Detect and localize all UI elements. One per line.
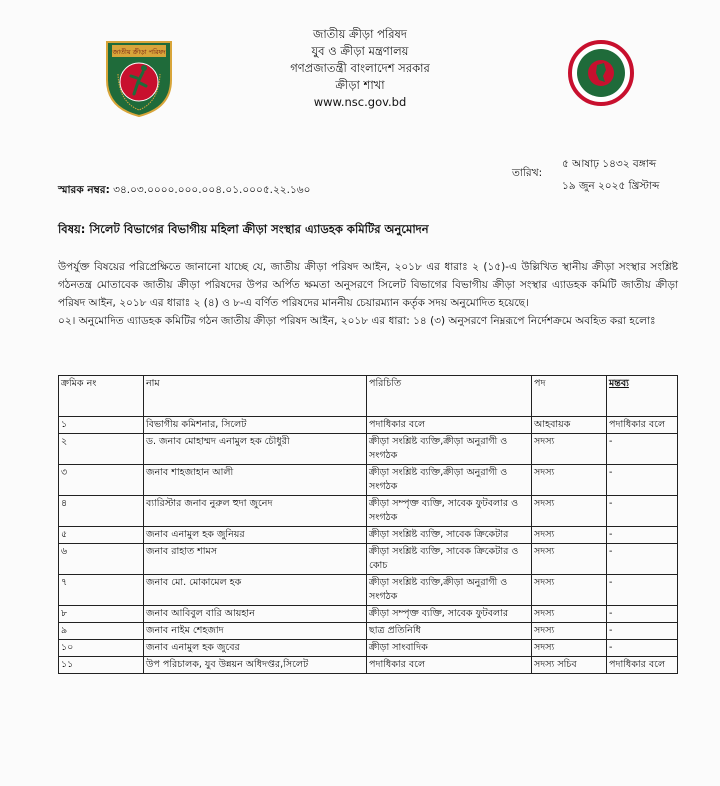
cell-serial: ৫ (59, 527, 144, 544)
col-remarks: মন্তব্য (607, 376, 678, 417)
table-row (59, 527, 678, 544)
cell-post: সদস্য (532, 527, 607, 544)
cell-serial: ৭ (59, 575, 144, 606)
cell-serial: ৯ (59, 623, 144, 640)
cell-serial: ৮ (59, 606, 144, 623)
cell-post: সদস্য (532, 606, 607, 623)
cell-remarks: - (607, 544, 678, 575)
date-label: তারিখ: (512, 167, 543, 179)
memo-value: ৩৪.০৩.০০০০.০০০.০০৪.০১.০০০৫.২২.১৬০ (113, 184, 311, 196)
cell-serial: ৪ (59, 496, 144, 527)
org-name: জাতীয় ক্রীড়া পরিষদ (313, 27, 407, 41)
cell-post: সদস্য (532, 496, 607, 527)
cell-name: ব্যারিস্টার জনাব নুরুল হুদা জুনেদ (144, 496, 367, 527)
cell-serial: ৩ (59, 465, 144, 496)
paragraph-2: ০২। অনুমোদিত এ্যাডহক কমিটির গঠন জাতীয় ক্রীড়া পরিষদ আইন, ২০১৮ এর ধারা: ১৪ (৩) অনুসরণে নিম্নরূপে নির্দেশক্রমে অবহিত করা হলোঃ (58, 315, 656, 327)
cell-name: জনাব নাইম শেহজাদ (144, 623, 367, 640)
table-row (59, 465, 678, 496)
table-row (59, 496, 678, 527)
cell-remarks: - (607, 465, 678, 496)
government-name: গণপ্রজাতন্ত্রী বাংলাদেশ সরকার (290, 61, 430, 75)
table-row (59, 417, 678, 434)
date-gregorian: ১৯ জুন ২০২৫ খ্রিস্টাব্দ (562, 180, 660, 192)
cell-remarks: - (607, 496, 678, 527)
col-name: নাম (144, 376, 367, 417)
cell-identity: ক্রীড়া সম্পৃক্ত ব্যক্তি, সাবেক ফুটবলার (367, 606, 532, 623)
cell-remarks: - (607, 575, 678, 606)
committee-table (58, 375, 678, 674)
table-header-row (59, 376, 678, 417)
letterhead (230, 26, 490, 111)
table-row (59, 575, 678, 606)
ministry-name: যুব ও ক্রীড়া মন্ত্রণালয় (311, 44, 409, 58)
cell-identity: ছাত্র প্রতিনিধি (367, 623, 532, 640)
cell-identity: ক্রীড়া সম্পৃক্ত ব্যক্তি, সাবেক ফুটবলার ও সংগঠক (367, 496, 532, 527)
subject-line: বিষয়: সিলেট বিভাগের বিভাগীয় মহিলা ক্রীড়া সংস্থার এ্যাডহক কমিটির অনুমোদন (58, 222, 429, 236)
cell-identity: পদাধিকার বলে (367, 657, 532, 674)
cell-remarks: - (607, 640, 678, 657)
cell-post: সদস্য (532, 434, 607, 465)
cell-name: জনাব এনামুল হক জুনিয়র (144, 527, 367, 544)
table-row (59, 657, 678, 674)
cell-name: উপ পরিচালক, যুব উন্নয়ন অধিদপ্তর,সিলেট (144, 657, 367, 674)
cell-name: জনাব রাহাত শামস (144, 544, 367, 575)
cell-post: সদস্য সচিব (532, 657, 607, 674)
cell-name: ড. জনাব মোহাম্মদ এনামুল হক চৌধুরী (144, 434, 367, 465)
cell-serial: ১১ (59, 657, 144, 674)
cell-name: জনাব শাহজাহান আলী (144, 465, 367, 496)
government-seal (568, 40, 634, 106)
table-row (59, 434, 678, 465)
memo-label: স্মারক নম্বর: (58, 184, 110, 196)
cell-post: সদস্য (532, 544, 607, 575)
cell-serial: ২ (59, 434, 144, 465)
table-row (59, 640, 678, 657)
table-row (59, 544, 678, 575)
cell-name: বিভাগীয় কমিশনার, সিলেট (144, 417, 367, 434)
cell-serial: ১০ (59, 640, 144, 657)
col-identity: পরিচিতি (367, 376, 532, 417)
cell-serial: ৬ (59, 544, 144, 575)
col-serial: ক্রমিক নং (59, 376, 144, 417)
table-row (59, 623, 678, 640)
cell-identity: ক্রীড়া সাংবাদিক (367, 640, 532, 657)
cell-identity: ক্রীড়া সংশ্লিষ্ট ব্যক্তি, সাবেক ক্রিকেটার (367, 527, 532, 544)
cell-remarks: - (607, 606, 678, 623)
cell-name: জনাব আবিবুল বারি আয়হান (144, 606, 367, 623)
cell-post: সদস্য (532, 575, 607, 606)
cell-remarks: পদাধিকার বলে (607, 657, 678, 674)
memo-number (58, 183, 310, 200)
website[interactable]: www.nsc.gov.bd (313, 95, 407, 109)
cell-identity: ক্রীড়া সংশ্লিষ্ট ব্যক্তি,ক্রীড়া অনুরাগী ও সংগঠক (367, 575, 532, 606)
cell-serial: ১ (59, 417, 144, 434)
table-row (59, 606, 678, 623)
cell-remarks: - (607, 623, 678, 640)
branch-name: ক্রীড়া শাখা (335, 78, 385, 92)
nsc-logo-bangla-text: জাতীয় ক্রীড়া পরিষদ (112, 48, 166, 56)
cell-post: সদস্য (532, 465, 607, 496)
cell-identity: ক্রীড়া সংশ্লিষ্ট ব্যক্তি,ক্রীড়া অনুরাগী ও সংগঠক (367, 434, 532, 465)
cell-identity: পদাধিকার বলে (367, 417, 532, 434)
cell-name: জনাব এনামুল হক জুবের (144, 640, 367, 657)
paragraph-1: উপর্যুক্ত বিষয়ের পরিপ্রেক্ষিতে জানানো যাচ্ছে যে, জাতীয় ক্রীড়া পরিষদ আইন, ২০১৮ এর ধারাঃ ২ (১৫)-এ উল্লিখিত স্থানীয় ক্রীড়া সংস্থার সংশ্লিষ্ট গঠনতন্ত্র মোতাবেক জাতীয় ক্রীড়া পরিষদের উপর অর্পিত ক্ষমতা অনুসরণে সিলেট বিভাগের বিভাগীয় ক্রীড়া সংস্থার এ্যাডহক কমিটি জাতীয় ক্রীড়া পরিষদ আইন, ২০১৮ এর ধারাঃ ২ (৪) ও ৮-এ বর্ণিত পরিষদের মাননীয় চেয়ারম্যান কর্তৃক সদয় অনুমোদিত হয়েছে। (58, 261, 678, 309)
cell-post: সদস্য (532, 640, 607, 657)
cell-post: সদস্য (532, 623, 607, 640)
cell-remarks: পদাধিকার বলে (607, 417, 678, 434)
nsc-logo (104, 38, 174, 118)
cell-remarks: - (607, 527, 678, 544)
letter-body (58, 258, 678, 330)
date-bangla: ৫ আষাঢ় ১৪৩২ বঙ্গাব্দ (562, 158, 657, 170)
cell-identity: ক্রীড়া সংশ্লিষ্ট ব্যক্তি, সাবেক ক্রিকেটার ও কোচ (367, 544, 532, 575)
col-post: পদ (532, 376, 607, 417)
cell-remarks: - (607, 434, 678, 465)
cell-identity: ক্রীড়া সংশ্লিষ্ট ব্যক্তি,ক্রীড়া অনুরাগী ও সংগঠক (367, 465, 532, 496)
cell-name: জনাব মো. মোকামেল হক (144, 575, 367, 606)
cell-post: আহবায়ক (532, 417, 607, 434)
